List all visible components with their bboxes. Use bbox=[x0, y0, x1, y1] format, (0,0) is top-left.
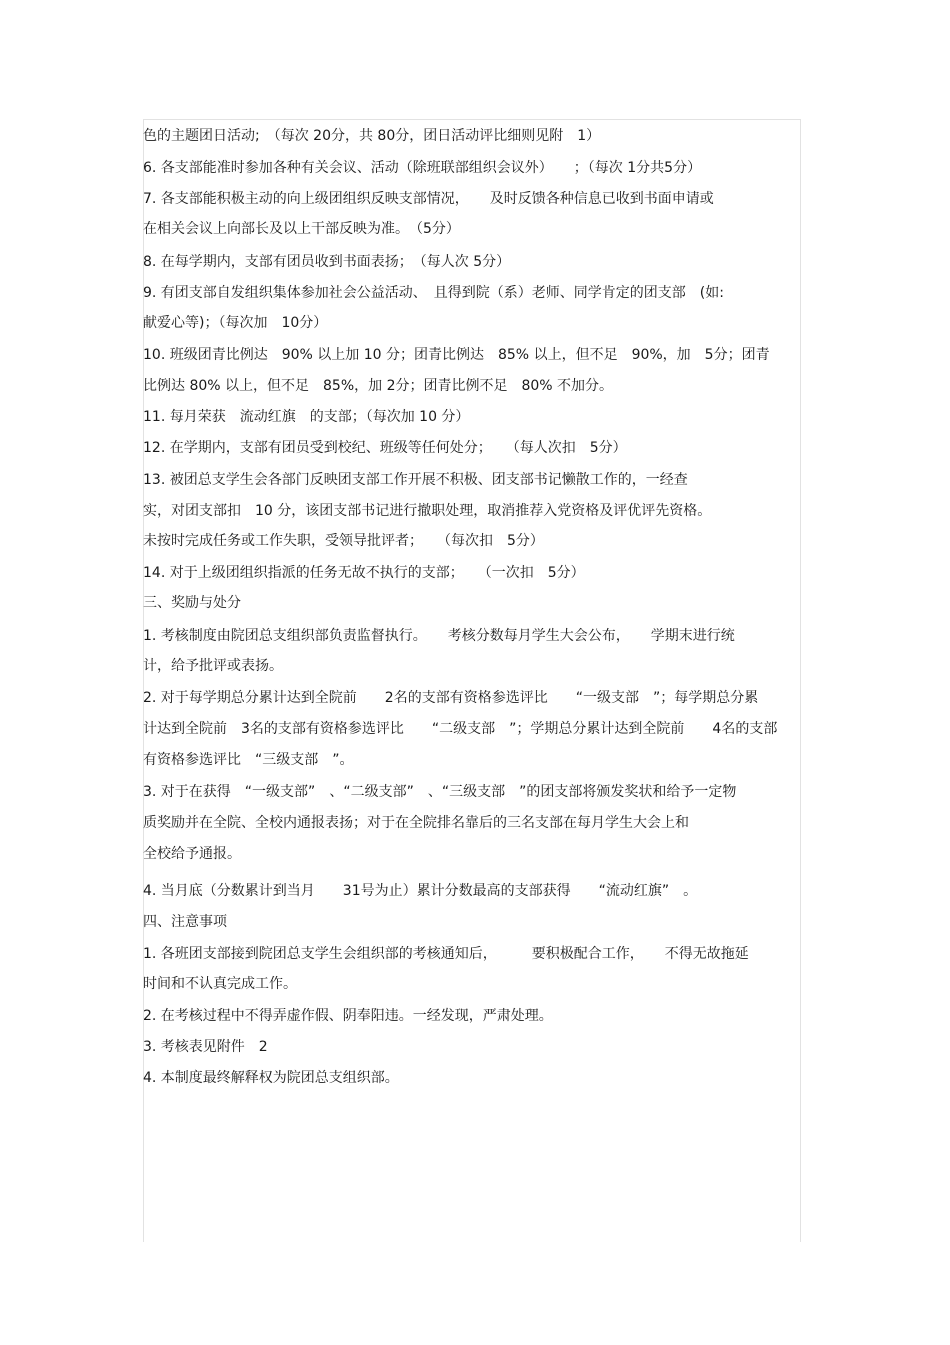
text-line: 有资格参选评比 “三级支部 ”。 bbox=[143, 752, 354, 768]
text-line: 2. 在考核过程中不得弄虚作假、阴奉阳违。一经发现，严肃处理。 bbox=[143, 1008, 553, 1024]
text-line: 4. 当月底（分数累计到当月 31号为止）累计分数最高的支部获得 “流动红旗” 。 bbox=[143, 883, 698, 899]
text-line: 10. 班级团青比例达 90% 以上加 10 分；团青比例达 85% 以上，但不足 90%，加 5分；团青 bbox=[143, 347, 770, 363]
section-heading: 四、注意事项 bbox=[143, 914, 227, 930]
text-line: 质奖励并在全院、全校内通报表扬；对于在全院排名靠后的三名支部在每月学生大会上和 bbox=[143, 815, 689, 831]
text-line: 12. 在学期内，支部有团员受到校纪、班级等任何处分； （每人次扣 5分） bbox=[143, 440, 627, 456]
text-line: 实，对团支部扣 10 分，该团支部书记进行撤职处理，取消推荐入党资格及评优评先资格。 bbox=[143, 503, 712, 519]
text-line: 计，给予批评或表扬。 bbox=[143, 658, 283, 674]
text-line: 14. 对于上级团组织指派的任务无故不执行的支部； （一次扣 5分） bbox=[143, 565, 585, 581]
text-line: 11. 每月荣获 流动红旗 的支部；（每次加 10 分） bbox=[143, 409, 470, 425]
section-heading: 三、奖励与处分 bbox=[143, 595, 241, 611]
text-line: 8. 在每学期内，支部有团员收到书面表扬； （每人次 5分） bbox=[143, 254, 511, 270]
text-line: 3. 对于在获得 “一级支部” 、“二级支部” 、“三级支部 ”的团支部将颁发奖状和给予一定物 bbox=[143, 784, 737, 800]
text-line: 7. 各支部能积极主动的向上级团组织反映支部情况， 及时反馈各种信息已收到书面申请或 bbox=[143, 191, 714, 207]
text-line: 9. 有团支部自发组织集体参加社会公益活动、 且得到院（系）老师、同学肯定的团支部 (如: bbox=[143, 285, 724, 301]
text-line: 在相关会议上向部长及以上干部反映为准。 （5分） bbox=[143, 221, 460, 237]
text-line: 1. 各班团支部接到院团总支学生会组织部的考核通知后， 要积极配合工作， 不得无故拖延 bbox=[143, 946, 749, 962]
text-line: 全校给予通报。 bbox=[143, 846, 241, 862]
text-line: 献爱心等)；（每次加 10分） bbox=[143, 315, 328, 331]
text-line: 未按时完成任务或工作失职，受领导批评者； （每次扣 5分） bbox=[143, 533, 544, 549]
text-line: 色的主题团日活动; （每次 20分，共 80分，团日活动评比细则见附 1） bbox=[143, 128, 601, 144]
text-line: 1. 考核制度由院团总支组织部负责监督执行。 考核分数每月学生大会公布， 学期末进行统 bbox=[143, 628, 735, 644]
text-line: 时间和不认真完成工作。 bbox=[143, 976, 297, 992]
text-line: 6. 各支部能准时参加各种有关会议、活动（除班联部组织会议外） ；（每次 1分共5分） bbox=[143, 160, 702, 176]
text-line: 比例达 80% 以上，但不足 85%，加 2分；团青比例不足 80% 不加分。 bbox=[143, 378, 614, 394]
text-line: 4. 本制度最终解释权为院团总支组织部。 bbox=[143, 1070, 399, 1086]
text-line: 3. 考核表见附件 2 bbox=[143, 1039, 268, 1055]
text-line: 2. 对于每学期总分累计达到全院前 2名的支部有资格参选评比 “一级支部 ”；每学期总分累 bbox=[143, 690, 759, 706]
text-line: 13. 被团总支学生会各部门反映团支部工作开展不积极、团支部书记懒散工作的，一经查 bbox=[143, 472, 688, 488]
text-line: 计达到全院前 3名的支部有资格参选评比 “二级支部 ”；学期总分累计达到全院前 4名的支部 bbox=[143, 721, 778, 737]
